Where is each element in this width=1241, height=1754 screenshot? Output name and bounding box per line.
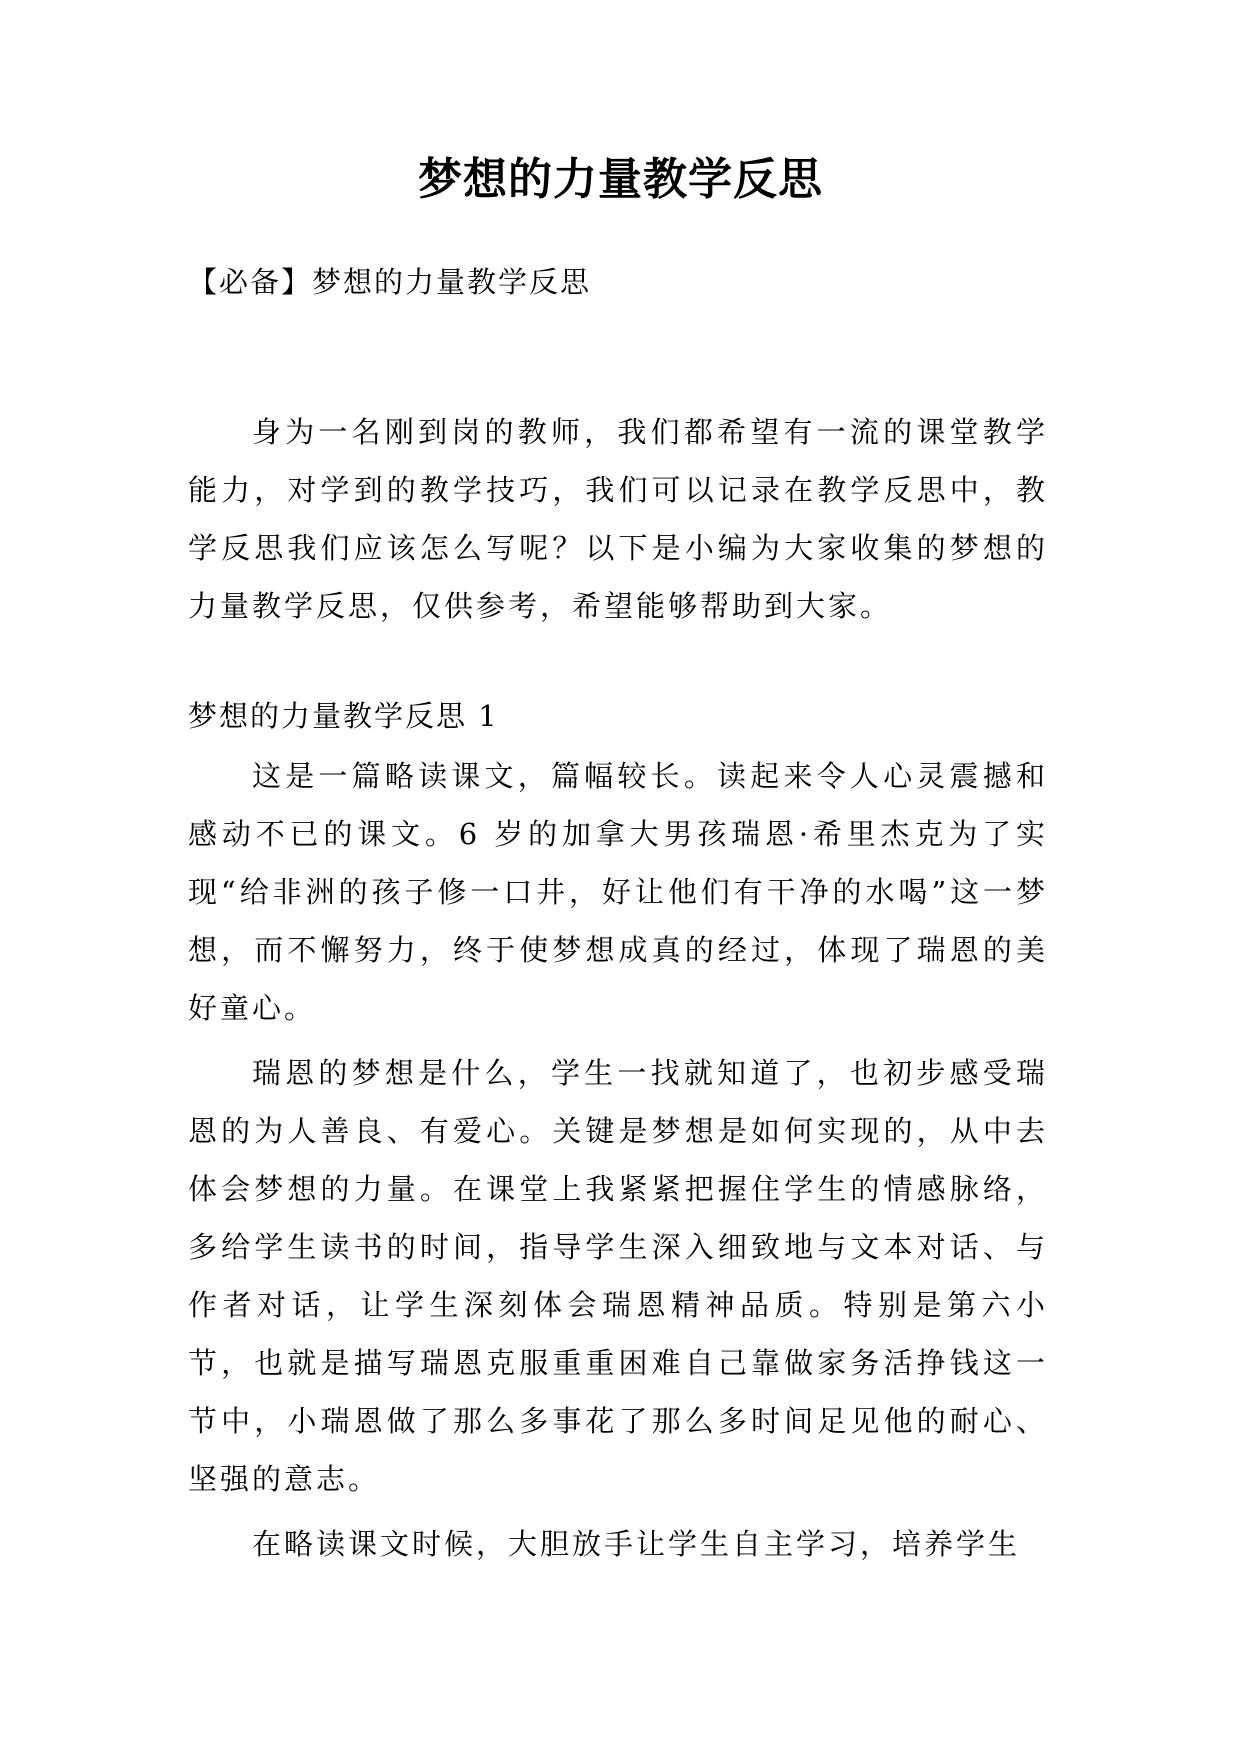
body-paragraph-1: 这是一篇略读课文，篇幅较长。读起来令人心灵震撼和感动不已的课文。6 岁的加拿大男孩瑞恩·希里杰克为了实现“给非洲的孩子修一口井，好让他们有干净的水喝”这一梦想，而不懈努力，终于使梦想成真的经过，体现了瑞恩的美好童心。 — [188, 759, 1048, 1025]
document-title: 梦想的力量教学反思 — [418, 154, 823, 205]
intro-paragraph: 身为一名刚到岗的教师，我们都希望有一流的课堂教学能力，对学到的教学技巧，我们可以记录在教学反思中，教学反思我们应该怎么写呢？以下是小编为大家收集的梦想的力量教学反思，仅供参考，希望能够帮助到大家。 — [188, 415, 1048, 623]
body-paragraph-2: 瑞恩的梦想是什么，学生一找就知道了，也初步感受瑞恩的为人善良、有爱心。关键是梦想是如何实现的，从中去体会梦想的力量。在课堂上我紧紧把握住学生的情感脉络，多给学生读书的时间，指导学生深入细致地与文本对话、与作者对话，让学生深刻体会瑞恩精神品质。特别是第六小节，也就是描写瑞恩克服重重困难自己靠做家务活挣钱这一节中，小瑞恩做了那么多事花了那么多时间足见他的耐心、坚强的意志。 — [188, 1056, 1048, 1496]
section-heading: 梦想的力量教学反思 1 — [188, 699, 499, 733]
body-paragraph-3: 在略读课文时候，大胆放手让学生自主学习，培养学生 — [252, 1527, 1021, 1561]
document-subtitle: 【必备】梦想的力量教学反思 — [188, 265, 592, 299]
